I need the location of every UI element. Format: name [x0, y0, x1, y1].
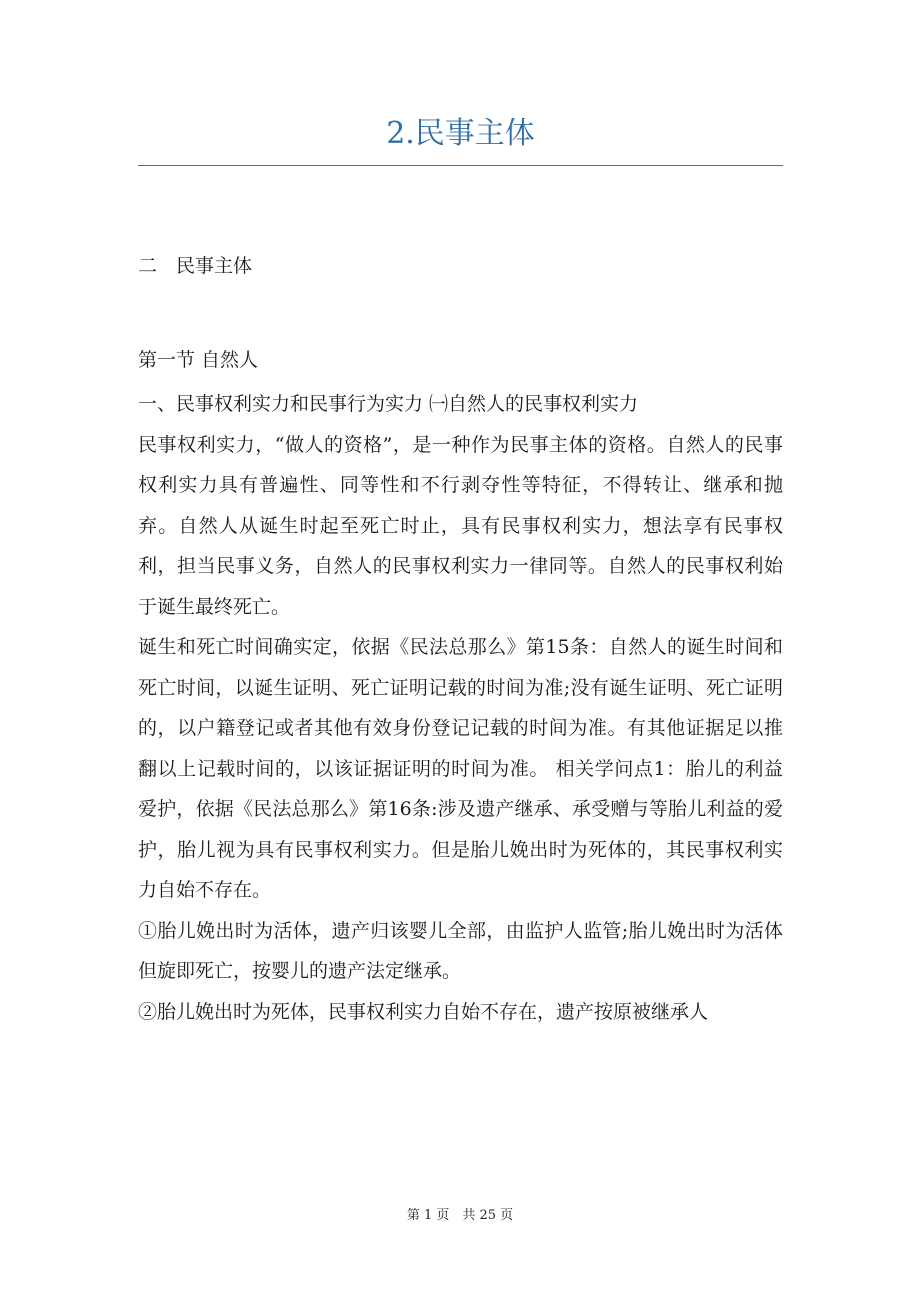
- section-heading: 第一节 自然人: [138, 349, 259, 371]
- paragraph: 诞生和死亡时间确实定，依据《民法总那么》第15条：自然人的诞生时间和死亡时间，以诞生证明、死亡证明记载的时间为准;没有诞生证明、死亡证明的，以户籍登记或者其他有效身份登记记载的时间为准。有其他证据足以推翻以上记载时间的，以该证据证明的时间为准。 相关学问点1：胎儿的利益爱护，依据《民法总那么》第16条:涉及遗产继承、承受赠与等胎儿利益的爱护，胎儿视为具有民事权利实力。但是胎儿娩出时为死体的，其民事权利实力自始不存在。: [138, 636, 783, 901]
- document-title: 2.民事主体: [386, 116, 535, 151]
- paragraph: 民事权利实力，“做人的资格”，是一种作为民事主体的资格。自然人的民事权利实力具有普遍性、同等性和不行剥夺性等特征，不得转让、继承和抛弃。自然人从诞生时起至死亡时止，具有民事权利实力，想法享有民事权利，担当民事义务，自然人的民事权利实力一律同等。自然人的民事权利始于诞生最终死亡。: [138, 433, 783, 618]
- chapter-heading: 二 民事主体: [138, 255, 253, 277]
- page-footer: [0, 1206, 920, 1226]
- document-body: [138, 384, 783, 1032]
- paragraph: ①胎儿娩出时为活体，遗产归该婴儿全部，由监护人监管;胎儿娩出时为活体但旋即死亡，按婴儿的遗产法定继承。: [138, 919, 783, 982]
- paragraph: ②胎儿娩出时为死体，民事权利实力自始不存在，遗产按原被继承人: [138, 1000, 709, 1023]
- title-divider: [138, 165, 783, 166]
- paragraph: 一、民事权利实力和民事行为实力 ㈠自然人的民事权利实力: [138, 393, 639, 415]
- page-number-label: 第 1 页 共 25 页: [406, 1208, 514, 1223]
